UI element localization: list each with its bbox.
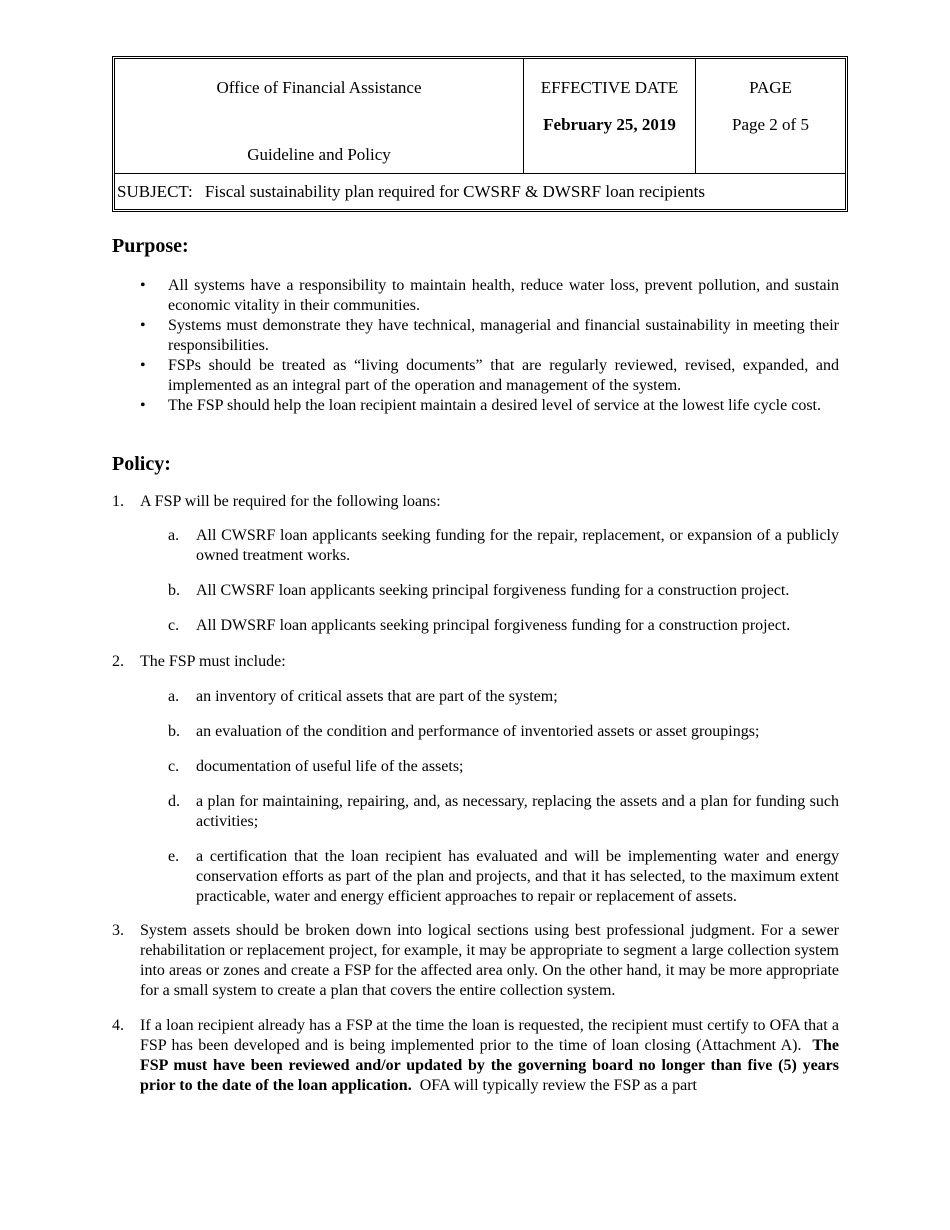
policy-item-text-part: If a loan recipient already has a FSP at the time the loan is requested, the recipient must certify to OFA that a FSP has been developed and is being implemented prior to the time of loan closing (Attachment A). [140,1017,839,1054]
subject-row [117,182,837,202]
subitem-text: All DWSRF loan applicants seeking principal forgiveness funding for a construction project. [196,617,791,634]
subitem-text: a plan for maintaining, repairing, and, as necessary, replacing the assets and a plan for funding such activities; [196,793,839,830]
subitem-letter: c. [168,617,180,634]
subitem-letter: e. [168,848,180,865]
subitem-letter: a. [168,527,180,544]
policy-item-number: 1. [112,493,124,510]
policy-item-text: The FSP must include: [140,653,286,670]
subitem-text: All CWSRF loan applicants seeking funding for the repair, replacement, or expansion of a publicly owned treatment works. [196,527,839,564]
purpose-bullet-text: The FSP should help the loan recipient maintain a desired level of service at the lowest life cycle cost. [168,397,821,414]
policy-item-text: System assets should be broken down into logical sections using best professional judgment. For a sewer rehabilitation or replacement project, for example, it may be appropriate to segment a large collection system into areas or zones and create a FSP for the affected area only. On the other hand, it may be more appropriate for a small system to create a plan that covers the entire collection system. [140,922,839,999]
purpose-bullet-text: FSPs should be treated as “living documents” that are regularly reviewed, revised, expanded, and implemented as an integral part of the operation and management of the system. [168,357,839,394]
subitem-letter: d. [168,793,180,810]
office-cell [115,59,524,173]
bullet-glyph: • [140,317,146,334]
policy-item-text-part: OFA will typically review the FSP as a part [419,1077,697,1094]
policy-item-text [140,1016,839,1096]
effective-date-cell [524,59,696,173]
policy-item-number: 3. [112,922,124,939]
bullet-glyph: • [140,397,146,414]
subject-label: SUBJECT: [117,182,193,201]
bullet-glyph: • [140,357,146,374]
subject-text: Fiscal sustainability plan required for CWSRF & DWSRF loan recipients [204,182,705,201]
page-cell [696,59,845,173]
bullet-glyph: • [140,277,146,294]
subitem-text: a certification that the loan recipient has evaluated and will be implementing water and energy conservation efforts as part of the plan and projects, and that it has selected, to the maximum extent practicable, water and energy efficient approaches to repair or replacement of assets. [196,848,839,905]
subitem-text: All CWSRF loan applicants seeking principal forgiveness funding for a construction project. [196,582,790,599]
effective-date-label: EFFECTIVE DATE [540,78,679,97]
policy-item-number: 2. [112,653,124,670]
document-type: Guideline and Policy [247,145,391,164]
page-label: PAGE [749,78,792,97]
purpose-bullet-text: All systems have a responsibility to maintain health, reduce water loss, prevent pollution, and sustain economic vitality in their communities. [168,277,839,314]
subitem-text: an evaluation of the condition and performance of inventoried assets or asset groupings; [196,723,760,740]
subitem-letter: b. [168,582,180,599]
policy-item-number: 4. [112,1017,124,1034]
subitem-text: documentation of useful life of the assets; [196,758,464,775]
policy-heading: Policy: [112,453,171,475]
header-table [112,56,848,212]
policy-item-text: A FSP will be required for the following loans: [140,493,441,510]
header-row [115,59,845,174]
office-name: Office of Financial Assistance [216,78,422,97]
purpose-bullet-text: Systems must demonstrate they have technical, managerial and financial sustainability in meeting their responsibilities. [168,317,839,354]
purpose-heading: Purpose: [112,235,189,257]
effective-date-value: February 25, 2019 [543,115,676,134]
page-number: Page 2 of 5 [732,115,809,134]
subitem-letter: a. [168,688,180,705]
subitem-letter: c. [168,758,180,775]
subitem-text: an inventory of critical assets that are part of the system; [196,688,558,705]
policy-item-text-bold: The FSP must have been reviewed and/or updated by the governing board no longer than five (5) years prior to the date of the loan application. [140,1037,840,1094]
subitem-letter: b. [168,723,180,740]
